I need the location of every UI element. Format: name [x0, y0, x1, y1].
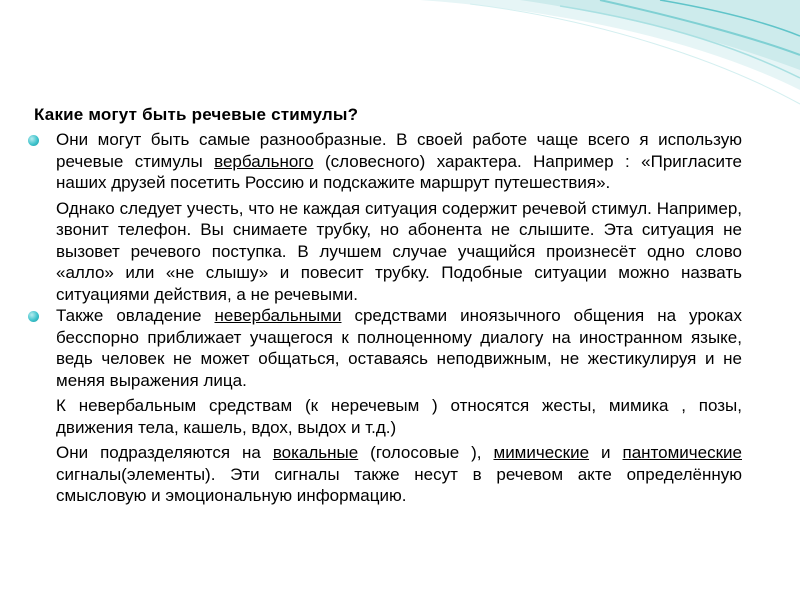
paragraph-4: К невербальным средствам (к неречевым ) относятся жесты, мимика , позы, движения тела, кашель, вдох, выдох и т.д.) [56, 396, 742, 437]
paragraph-3: Также овладение невербальными средствами иноязычного общения на уроках бесспорно приближает учащегося к полноценному диалогу на иностранном языке, ведь человек не может общаться, оставаясь неподвижным, не жестикулируя и не меняя выражения лица. [26, 305, 742, 391]
paragraph-2: Однако следует учесть, что не каждая ситуация содержит речевой стимул. Например, звонит телефон. Вы снимаете трубку, но абонента не слышите. Эта ситуация не вызовет речевого поступка. В лучшем случае учащийся произнесёт одно слово «алло» или «не слышу» и повесит трубку. Подобные ситуации можно назвать ситуациями действия, а не речевыми. [56, 198, 742, 304]
paragraph-1: Они могут быть самые разнообразные. В своей работе чаще всего я использую речевые стимулы вербального (словесного) характера. Например : «Пригласите наших друзей посетить Россию и подскажите маршрут путешествия». [26, 129, 742, 194]
slide-content [26, 104, 742, 507]
paragraph-5: Они подразделяются на вокальные (голосовые ), мимические и пантомические сигналы(элементы). Эти сигналы также несут в речевом акте определённую смысловую и эмоциональную информацию. [56, 443, 742, 505]
term-mimic: мимические [493, 443, 590, 462]
bullet-icon [28, 311, 39, 322]
term-pantomimic: пантомические [622, 443, 742, 462]
term-nonverbal: невербальными [214, 306, 342, 325]
term-vocal: вокальные [272, 443, 359, 462]
slide-title: Какие могут быть речевые стимулы? [34, 105, 359, 124]
term-verbal: вербального [214, 151, 314, 171]
bullet-icon [28, 135, 39, 146]
